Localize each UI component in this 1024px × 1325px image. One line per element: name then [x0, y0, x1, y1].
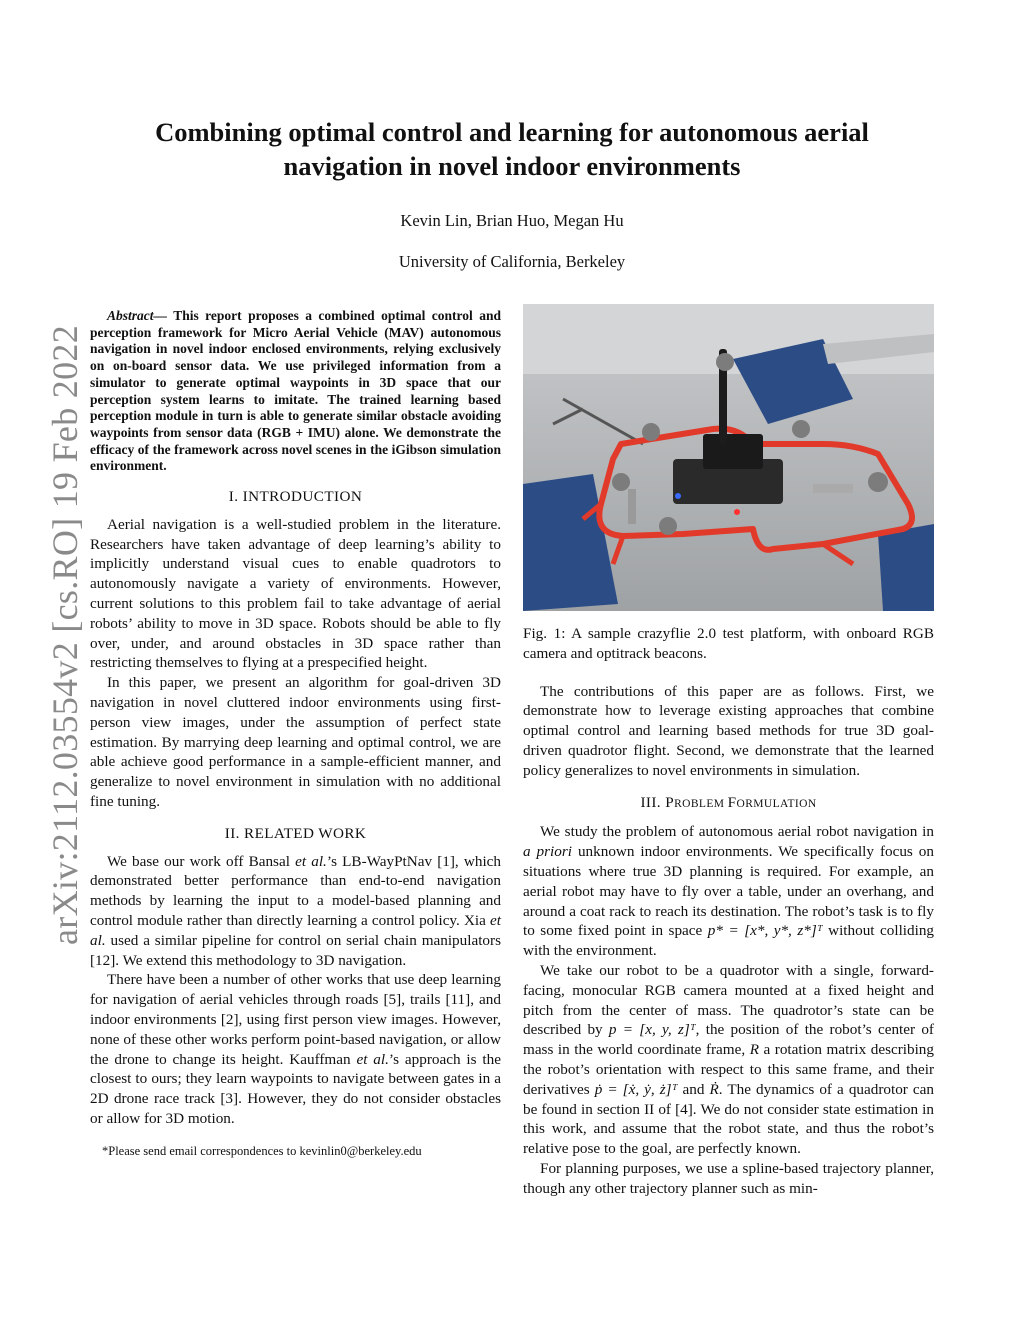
text-run: et al.: [295, 852, 327, 870]
math-state: p = [x, y, z]ᵀ: [608, 1021, 696, 1039]
text-run: et al.: [356, 1050, 389, 1068]
math-derivative: ṗ = [ẋ, ẏ, ż]ᵀ: [594, 1080, 678, 1098]
text-run: ’s approach is the closest to ours; they learn waypoints to navigate between gates in a 2D drone race track [3]. However, they do not consider obstacles or allow for 3D motion.: [90, 1050, 501, 1127]
abstract-text: This report proposes a combined optimal control and perception framework for Micro Aerial Vehicle (MAV) autonomous navigation in novel indoor enclosed environments, relying exclusively on on-board sensor data. We use privileged information from a simulator to generate optimal waypoints in 3D space that our perception system learns to imitate. The trained learning based perception module in turn is able to generate similar obstacle avoiding waypoints from sensor data (RGB + IMU) alone. We demonstrate the efficacy of the framework across novel scenes in the iGibson simulation environment.: [90, 308, 501, 474]
related-heading: II. RELATED WORK: [224, 824, 367, 842]
intro-paragraph-2: In this paper, we present an algorithm for goal-driven 3D navigation in novel cluttered indoor environments using first-person view images, under the assumption of perfect state estimation. By marrying deep learning and optimal control, we are able achieve good performance in a sample-efficient manner, and generalize to novel environment in simulation with no additional fine tuning.: [90, 674, 501, 810]
math-Rdot: Ṙ: [709, 1080, 719, 1098]
math-goal: p* = [x*, y*, z*]ᵀ: [707, 922, 823, 940]
related-paragraph-1: [90, 852, 501, 971]
abstract-lead: Abstract—: [107, 308, 168, 323]
figure-drone-photo: [523, 304, 934, 611]
left-column: [90, 308, 501, 1159]
problem-paragraph-2: [523, 961, 934, 1159]
authors: Kevin Lin, Brian Huo, Megan Hu: [400, 211, 624, 230]
text-run: without colliding with the environment.: [523, 922, 935, 960]
related-paragraph-2: [90, 970, 501, 1128]
text-run: We take our robot to be a quadrotor with a single, forward-facing, monocular RGB camera mounted at a fixed height and pitch from the center of mass. The quadrotor’s state can be described by: [523, 961, 934, 1039]
right-column: [523, 304, 934, 1199]
text-run: et al.: [90, 911, 501, 949]
text-run: ’s LB-WayPtNav [1], which demonstrated better performance than end-to-end navigation methods by learning the input to a model-based planning and control module rather than directly learning a control policy. Xia: [90, 852, 502, 929]
problem-paragraph-3: For planning purposes, we use a spline-based trajectory planner, though any other trajectory planner such as min-: [523, 1159, 934, 1197]
intro-heading: I. INTRODUCTION: [228, 488, 363, 506]
problem-heading: [523, 793, 934, 815]
text-run: ORMULATION: [736, 797, 817, 810]
problem-paragraph-1: [523, 822, 934, 961]
footnote: *Please send email correspondences to kevinlin0@berkeley.edu: [102, 1143, 422, 1158]
text-run: unknown indoor environments. We specifically focus on situations where true 3D planning is required. For example, an aerial robot may have to fly over a table, under an overhang, and around a coat rack to reach its destination. The robot’s task is to fly to some fixed point in space: [523, 843, 934, 940]
text-run: a priori: [523, 843, 572, 861]
contributions-paragraph: The contributions of this paper are as follows. First, we demonstrate how to leverage existing approaches that combine optimal control and learning based methods for true 3D goal-driven quadrotor flight. Second, we demonstrate that the learned policy generalizes to novel environments in simulation.: [523, 682, 934, 779]
text-run: and: [677, 1080, 710, 1098]
intro-paragraph-1: Aerial navigation is a well-studied problem in the literature. Researchers have taken advantage of deep learning’s ability to implicitly understand visual cues to enable quadrotors to autonomously navigate a variety of environments. However, current solutions to this problem fail to take advantage of aerial robots’ ability to move in 3D space. Robots should be able to fly over, under, and around obstacles in 3D space rather than restricting themselves to flying at a prespecified height.: [90, 515, 501, 672]
text-run: We study the problem of autonomous aerial robot navigation in: [540, 823, 934, 841]
figure-caption: Fig. 1: A sample crazyflie 2.0 test platform, with onboard RGB camera and optitrack beacons.: [523, 625, 934, 662]
text-run: There have been a number of other works that use deep learning for navigation of aerial vehicles through roads [5], trails [11], and indoor environments [2], using first person view images. However, none of these other works perform point-based navigation, or allow the drone to change its height. Kauffman: [90, 971, 501, 1068]
drone-photo: [523, 304, 934, 611]
text-run: . The dynamics of a quadrotor can be found in section II of [4]. We do not consider state estimation in this work, and assume that the robot state, and thus the robot’s relative pose to the goal, are perfectly known.: [523, 1080, 935, 1158]
text-run: III. P: [640, 793, 675, 811]
text-run: We base our work off Bansal: [107, 852, 296, 870]
arxiv-stamp: [0, 0, 85, 1325]
paper-title: Combining optimal control and learning for autonomous aerial navigation in novel indoor environments: [155, 117, 869, 181]
text-run: used a similar pipeline for control on serial chain manipulators [12]. We extend this methodology to 3D navigation.: [90, 931, 501, 969]
math-R: R: [749, 1041, 759, 1059]
arxiv-id: arXiv:2112.03554v2 [cs.RO] 19 Feb 2022: [45, 324, 85, 945]
text-run: F: [727, 793, 737, 811]
abstract: [90, 308, 501, 475]
affiliation: University of California, Berkeley: [398, 252, 626, 271]
text-run: a rotation matrix describing the robot’s orientation with respect to this same frame, and their derivatives: [523, 1041, 934, 1098]
text-run: , the position of the robot’s center of mass in the world coordinate frame,: [523, 1021, 934, 1059]
text-run: ROBLEM: [674, 797, 728, 810]
